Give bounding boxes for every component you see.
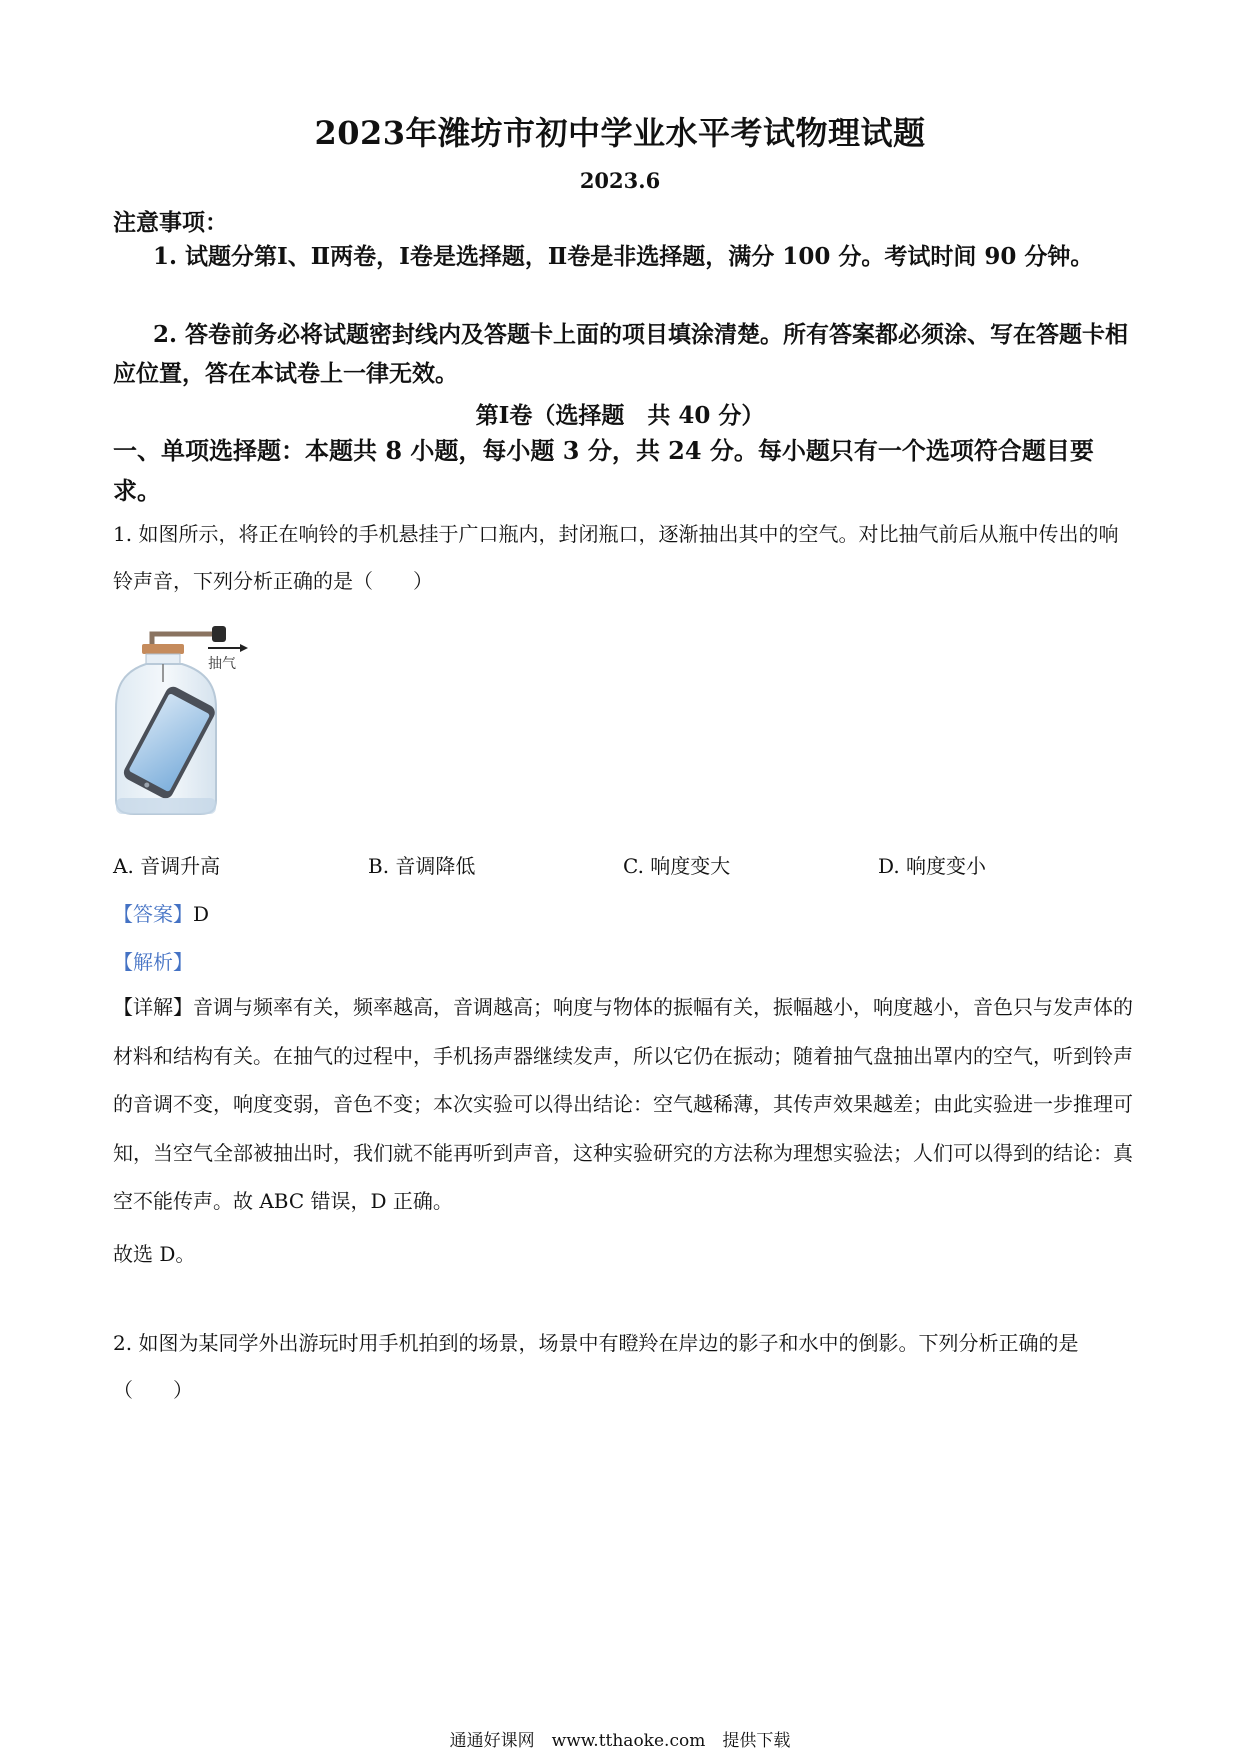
figure-label-pump: 抽气 xyxy=(208,656,236,672)
notice-item-2: 2. 答卷前务必将试题密封线内及答题卡上面的项目填涂清楚。所有答案都必须涂、写在答题卡相应位置，答在本试卷上一律无效。 xyxy=(113,321,1129,387)
document-date: 2023.6 xyxy=(579,168,661,193)
answer-tag: 【答案】 xyxy=(113,902,193,926)
document-title: 2023年潍坊市初中学业水平考试物理试题 xyxy=(314,114,926,152)
notice-item-1: 1. 试题分第Ⅰ、Ⅱ两卷，Ⅰ卷是选择题，Ⅱ卷是非选择题，满分 100 分。考试时间 90 分钟。 xyxy=(153,243,1094,270)
answer-value: D xyxy=(193,902,210,926)
section-title: 第Ⅰ卷（选择题 共 40 分） xyxy=(475,402,765,429)
question-2-stem: 2. 如图为某同学外出游玩时用手机拍到的场景，场景中有瞪羚在岸边的影子和水中的倒影。下列分析正确的是（ ） xyxy=(113,1331,1079,1402)
option-d: D. 响度变小 xyxy=(878,854,987,878)
detail-tag: 【详解】 xyxy=(113,995,193,1019)
jar-lid xyxy=(142,644,184,654)
conclusion: 故选 D。 xyxy=(113,1242,196,1266)
analysis-tag: 【解析】 xyxy=(113,950,193,974)
valve-icon xyxy=(212,626,226,642)
jar-neck xyxy=(146,654,180,664)
option-a: A. 音调升高 xyxy=(113,854,221,878)
footer-source: 通通好课网 www.tthaoke.com 提供下载 xyxy=(449,1731,791,1751)
answer-line xyxy=(113,898,209,927)
section-heading: 一、单项选择题：本题共 8 小题，每小题 3 分，共 24 分。每小题只有一个选项符合题目要求。 xyxy=(113,436,1094,505)
analysis-line xyxy=(113,946,193,975)
jar-phone-figure xyxy=(112,622,262,822)
jar-base xyxy=(116,798,216,814)
detail-paragraph xyxy=(113,983,1133,1226)
option-c: C. 响度变大 xyxy=(623,854,731,878)
option-b: B. 音调降低 xyxy=(368,854,476,878)
detail-text: 音调与频率有关，频率越高，音调越高；响度与物体的振幅有关，振幅越小，响度越小，音色只与发声体的材料和结构有关。在抽气的过程中，手机扬声器继续发声，所以它仍在振动；随着抽气盘抽出罩内的空气，听到铃声的音调不变，响度变弱，音色不变；本次实验可以得出结论：空气越稀薄，其传声效果越差；由此实验进一步推理可知，当空气全部被抽出时，我们就不能再听到声音，这种实验研究的方法称为理想实验法；人们可以得到的结论：真空不能传声。故 ABC 错误，D 正确。 xyxy=(113,995,1133,1213)
arrow-right-icon xyxy=(240,644,248,652)
question-1-stem: 1. 如图所示，将正在响铃的手机悬挂于广口瓶内，封闭瓶口，逐渐抽出其中的空气。对比抽气前后从瓶中传出的响铃声音，下列分析正确的是（ ） xyxy=(113,522,1119,593)
notice-heading: 注意事项： xyxy=(113,209,228,236)
